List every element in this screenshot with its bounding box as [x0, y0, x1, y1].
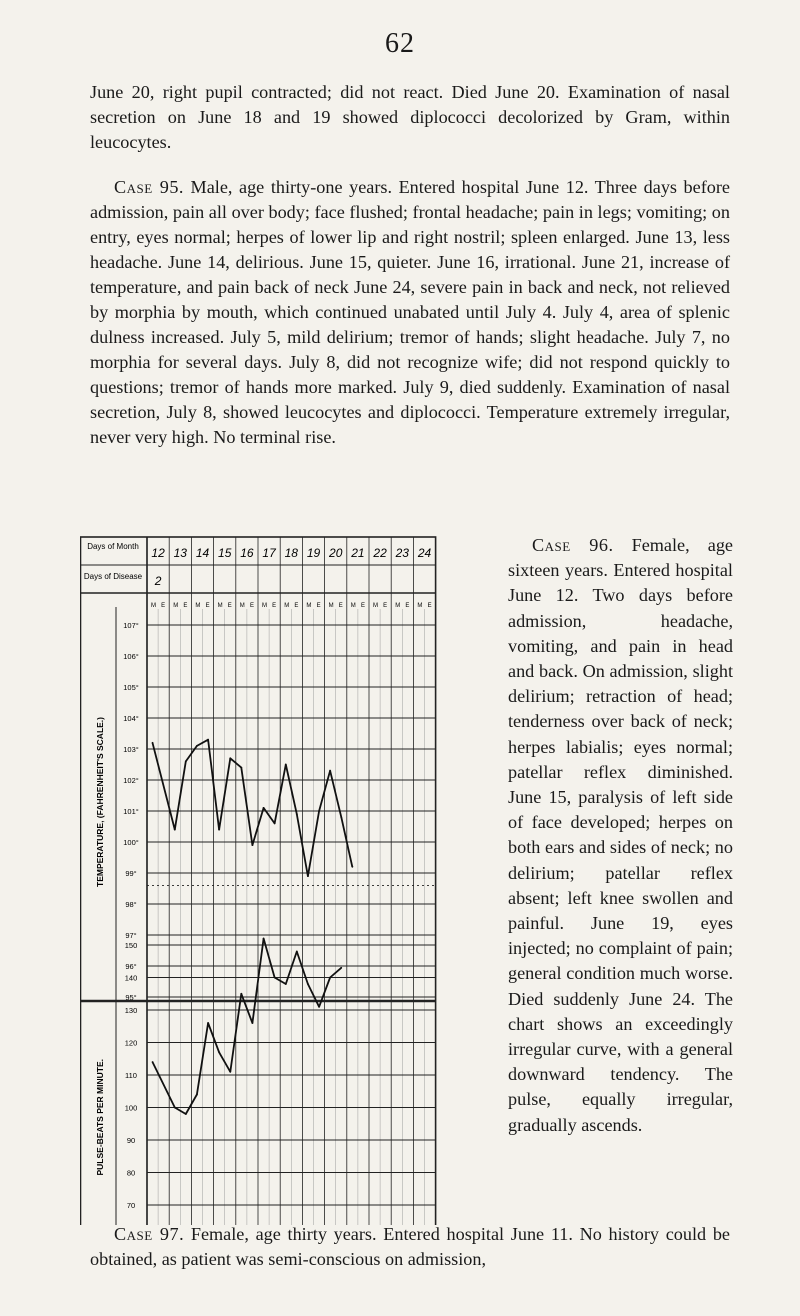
temperature-tick-label: 106° — [123, 652, 139, 661]
temperature-tick-label: 102° — [123, 776, 139, 785]
evening-label: E — [405, 603, 410, 609]
evening-label: E — [249, 603, 254, 609]
day-of-month-label: 17 — [262, 546, 276, 560]
temperature-tick-label: 98° — [125, 900, 137, 909]
case97-paragraph — [90, 1222, 730, 1272]
morning-label: M — [350, 603, 356, 609]
day-of-month-label: 24 — [417, 546, 432, 560]
pulse-tick-label: 110 — [125, 1071, 137, 1080]
temperature-axis-label: TEMPERATURE, (FAHRENHEIT'S SCALE.) — [95, 717, 105, 887]
pulse-point — [296, 951, 298, 953]
case97-body: Female, age thirty years. Entered hospital June 11. No history could be obtained, as patient was semi-conscious on admission, — [90, 1224, 730, 1269]
evening-label: E — [316, 603, 321, 609]
pulse-tick-label: 100 — [124, 1103, 138, 1113]
pulse-tick-label: 90 — [126, 1136, 136, 1145]
day-of-month-label: 22 — [373, 546, 387, 560]
morning-label: M — [395, 603, 401, 609]
pulse-point — [174, 1107, 176, 1109]
intro-paragraph — [90, 80, 730, 155]
pulse-point — [318, 1006, 320, 1008]
temperature-tick-label: 104° — [123, 714, 139, 723]
morning-label: M — [417, 603, 423, 609]
intro-text: June 20, right pupil contracted; did not react. Died June 20. Examination of nasal secretion on June 18 and 19 showed diplococci decolorized by Gram, within leucocytes. — [90, 82, 730, 152]
pulse-point — [185, 1113, 187, 1115]
temperature-point — [351, 866, 353, 868]
day-of-month-label: 20 — [329, 546, 343, 560]
pulse-point — [218, 1051, 220, 1053]
pulse-point — [152, 1061, 154, 1063]
temperature-point — [218, 829, 220, 831]
morning-label: M — [284, 603, 290, 609]
pulse-point — [229, 1071, 231, 1073]
pulse-tick-label: 120 — [124, 1038, 138, 1048]
morning-label: M — [373, 603, 378, 609]
temperature-tick-label: 99° — [125, 869, 137, 878]
pulse-point — [329, 977, 331, 979]
temperature-point — [252, 844, 254, 846]
temperature-point — [240, 767, 242, 769]
evening-label: E — [161, 603, 166, 609]
temperature-tick-label: 105° — [123, 683, 139, 692]
evening-label: E — [183, 603, 188, 609]
morning-label: M — [195, 603, 201, 609]
morning-label: M — [239, 603, 245, 609]
pulse-point — [207, 1022, 209, 1024]
day-of-month-label: 12 — [151, 546, 165, 560]
temperature-tick-label: 103° — [123, 745, 139, 754]
pulse-point — [252, 1022, 254, 1024]
temperature-tick-label: 95° — [125, 993, 137, 1002]
day-of-month-label: 23 — [395, 546, 409, 560]
temperature-point — [185, 761, 187, 763]
temperature-tick-label: 97° — [125, 931, 137, 940]
pulse-point — [340, 967, 342, 969]
temperature-tick-label: 101° — [123, 807, 139, 816]
case95-body: Male, age thirty-one years. Entered hospital June 12. Three days before admission, pain all over body; face flushed; frontal headache; pain in legs; vomiting; on entry, eyes normal; herpes of lower lip and right nostril; spleen enlarged. June 13, less headache. June 14, delirious. June 15, quieter. June 16, irrational. June 21, increase of temperature, and pain back of neck June 24, severe pain in back and neck, not relieved by morphia by mouth, which continued unabated until July 4. July 4, area of splenic dulness increased. July 5, mild delirium; tremor of hands; slight headache. July 7, no morphia for several days. July 8, did not recognize wife; did not respond quickly to questions; tremor of hands more marked. July 9, died suddenly. Examination of nasal secretion, July 8, showed leucocytes and diplococci. Temperature extremely irregular, never very high. No terminal rise. — [90, 177, 730, 447]
case95-heading: Case 95. — [114, 177, 184, 197]
temperature-tick-label: 107° — [123, 621, 139, 630]
case96-heading: Case 96. — [532, 535, 614, 555]
evening-label: E — [427, 603, 432, 609]
temperature-point — [152, 742, 154, 744]
morning-label: M — [173, 603, 179, 609]
day-of-disease-label: 2 — [154, 574, 162, 588]
evening-label: E — [383, 603, 388, 609]
case97-heading: Case 97. — [114, 1224, 185, 1244]
evening-label: E — [272, 603, 277, 609]
temperature-point — [263, 807, 265, 809]
pulse-point — [307, 983, 309, 985]
case95-paragraph — [90, 175, 730, 450]
evening-label: E — [360, 603, 365, 609]
case96-paragraph — [508, 533, 733, 1138]
pulse-point — [285, 983, 287, 985]
morning-label: M — [217, 603, 223, 609]
temperature-point — [285, 764, 287, 766]
pulse-point — [196, 1094, 198, 1096]
page-number: 62 — [385, 28, 415, 59]
pulse-point — [263, 938, 265, 940]
evening-label: E — [338, 603, 343, 609]
morning-label: M — [262, 603, 267, 609]
temperature-point — [307, 875, 309, 877]
temperature-tick-label: 100° — [123, 838, 139, 847]
pulse-point — [240, 993, 242, 995]
day-of-month-label: 16 — [240, 546, 254, 560]
header-days-of-month: Days of Month — [87, 542, 139, 551]
morning-label: M — [328, 603, 334, 609]
temperature-pulse-chart — [80, 535, 495, 1225]
temperature-point — [207, 739, 209, 741]
temperature-point — [318, 810, 320, 812]
temperature-point — [296, 813, 298, 815]
pulse-point — [274, 977, 276, 979]
day-of-month-label: 15 — [218, 546, 232, 560]
pulse-tick-label: 70 — [126, 1201, 136, 1210]
day-of-month-label: 13 — [173, 546, 187, 560]
evening-label: E — [205, 603, 210, 609]
pulse-axis-label: PULSE-BEATS PER MINUTE. — [95, 1059, 105, 1176]
evening-label: E — [294, 603, 299, 609]
temperature-point — [229, 757, 231, 759]
temperature-point — [340, 816, 342, 818]
day-of-month-label: 14 — [195, 546, 210, 560]
day-of-month-label: 19 — [306, 546, 321, 560]
pulse-tick-label: 150 — [124, 941, 138, 950]
pulse-tick-label: 140 — [124, 973, 138, 983]
temperature-point — [274, 823, 276, 825]
temperature-point — [329, 770, 331, 772]
morning-label: M — [151, 603, 156, 609]
pulse-tick-label: 80 — [126, 1168, 136, 1178]
header-days-of-disease: Days of Disease — [83, 572, 143, 581]
temperature-tick-label: 96° — [125, 962, 137, 971]
case96-body: Female, age sixteen years. Entered hospital June 12. Two days before admission, headache, vomiting, and pain in head and back. On admission, slight delirium; retraction of head; tenderness over back of neck; herpes labialis; eyes normal; patellar reflex diminished. June 15, paralysis of left side of face developed; herpes on both ears and sides of neck; no delirium; patellar reflex absent; left knee swollen and painful. June 19, eyes injected; no complaint of pain; general condition much worse. Died suddenly June 24. The chart shows an exceedingly irregular curve, with a general downward tendency. The pulse, equally irregular, gradually ascends. — [508, 535, 733, 1135]
pulse-tick-label: 130 — [124, 1006, 138, 1015]
temperature-point — [174, 829, 176, 831]
chart-svg — [80, 535, 495, 1225]
morning-label: M — [306, 603, 312, 609]
day-of-month-label: 21 — [351, 546, 365, 560]
day-of-month-label: 18 — [284, 546, 298, 560]
temperature-series-line — [153, 740, 353, 876]
evening-label: E — [227, 603, 232, 609]
temperature-point — [196, 745, 198, 747]
